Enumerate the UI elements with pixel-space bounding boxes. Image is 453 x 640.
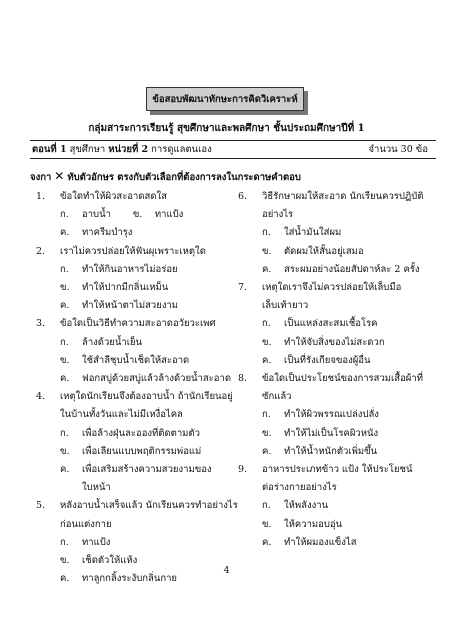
question-number: 1.: [36, 191, 46, 202]
option-key: ก.: [262, 500, 271, 512]
option-text: เป็นแหล่งสะสมเชื้อโรค: [284, 318, 378, 330]
option-text: ทำให้ปากมีกลิ่นเหม็น: [82, 282, 169, 294]
sub-unit-text: การดูแลตนเอง: [148, 144, 212, 155]
option-text: ใบหน้า: [82, 482, 111, 494]
question-number: 8.: [238, 373, 248, 385]
option-text: ใช้สำลีชุบน้ำเช็ดให้สะอาด: [82, 354, 190, 366]
option-key: ค.: [60, 573, 70, 585]
answer-option: [238, 315, 438, 333]
option-text: สระผมอย่างน้อยสัปดาห์ละ 2 ครั้ง: [284, 263, 420, 275]
question-text: ข้อใดทำให้ผิวสะอาดสดใส: [60, 191, 167, 202]
answer-option: [238, 224, 438, 242]
option-text: ทาครีมบำรุง: [82, 227, 133, 239]
option-text: เพื่อล้างฝุ่นละอองที่ติดตามตัว: [82, 427, 200, 439]
question-stem: [238, 279, 438, 297]
question-text: อาหารประเภทข้าว แป้ง ให้ประโยชน์: [262, 464, 413, 476]
question-item: [36, 315, 236, 388]
option-text: อาบน้ำ: [82, 209, 111, 221]
question-text: เหตุใดเราจึงไม่ควรปล่อยให้เล็บมือ: [262, 282, 402, 294]
option-key: ข.: [60, 282, 70, 294]
questions-right-column: [238, 188, 438, 552]
option-key: ค.: [60, 464, 70, 476]
question-item: [36, 388, 236, 497]
answer-option: [36, 297, 236, 315]
question-stem: [36, 243, 236, 261]
option-key: ข.: [262, 245, 272, 257]
answer-option: [36, 334, 236, 352]
option-text: ทาแป้ง: [154, 209, 184, 221]
question-text: ข้อใดเป็นวิธีทำความสะอาดอวัยวะเพศ: [60, 318, 216, 330]
instruction-text: ทับตัวอักษร ตรงกับตัวเลือกที่ต้องการลงในกระดาษคำตอบ: [67, 172, 301, 183]
option-key: ก.: [60, 427, 69, 439]
answer-option: [36, 352, 236, 370]
answer-option: [36, 224, 236, 242]
question-stem: [36, 188, 236, 206]
question-stem: [238, 188, 438, 206]
option-key: ข.: [60, 555, 70, 567]
instruction-prefix: จงกา: [30, 172, 52, 183]
sub-unit-label: หน่วยที่ 2: [108, 144, 149, 155]
question-text-continued: ต่อร่างกายอย่างไร: [262, 482, 337, 494]
option-key: ก.: [262, 318, 271, 330]
option-text: ให้พลังงาน: [284, 500, 329, 512]
subject-line: กลุ่มสาระการเรียนรู้ สุขศึกษาและพลศึกษา ชั้นประถมศึกษาปีที่ 1: [88, 123, 365, 134]
option-key: ค.: [262, 445, 272, 457]
option-text: ทำให้จับสิ่งของไม่สะดวก: [284, 336, 385, 348]
option-text: ทาแป้ง: [82, 536, 111, 548]
answer-option: [36, 534, 236, 552]
answer-option: [36, 279, 236, 297]
question-number: 7.: [238, 282, 248, 294]
question-stem: [36, 315, 236, 333]
answer-option: [36, 425, 236, 443]
option-text: ทำให้ไม่เป็นโรคผิวหนัง: [284, 427, 379, 439]
question-number: 4.: [36, 391, 46, 403]
question-stem: [36, 497, 236, 515]
option-key: ก.: [60, 209, 69, 221]
answer-option: [238, 261, 438, 279]
answer-option: [36, 443, 236, 461]
question-text-continued: เล็บเท้ายาว: [262, 300, 309, 312]
option-text: ทำให้น้ำหนักตัวเพิ่มขึ้น: [284, 445, 378, 457]
answer-option: [238, 243, 438, 261]
option-text: ฟอกสบู่ด้วยสบู่แล้วล้างด้วยน้ำสะอาด: [82, 373, 231, 385]
option-text: เพื่อเสริมสร้างความสวยงามของ: [82, 464, 212, 476]
answer-option: [238, 534, 438, 552]
question-text-continued: อย่างไร: [262, 209, 294, 221]
lesson-label: ตอนที่ 1: [32, 144, 67, 155]
question-stem: [36, 388, 236, 406]
answer-option: [36, 461, 236, 479]
question-number: 2.: [36, 245, 46, 257]
option-text: ทำให้กินอาหารไม่อร่อย: [82, 263, 178, 275]
question-text-continued: ก่อนแต่งกาย: [60, 518, 112, 530]
option-key: ก.: [262, 409, 271, 421]
option-key: ข.: [262, 336, 272, 348]
unit-info: [30, 142, 212, 157]
option-key: ค.: [60, 227, 70, 239]
question-item: [36, 188, 236, 243]
option-text: เช็ดตัวให้แห้ง: [82, 555, 138, 567]
question-text: เหตุใดนักเรียนจึงต้องอาบน้ำ ถ้านักเรียนอยู่: [60, 391, 233, 403]
answer-option: [238, 425, 438, 443]
question-item: [238, 279, 438, 370]
option-key: ข.: [132, 209, 143, 221]
instruction: [30, 169, 301, 185]
answer-option: [238, 497, 438, 515]
option-text: ทำให้หน้าตาไม่สวยงาม: [82, 300, 179, 312]
header-title: ข้อสอบพัฒนาทักษะการคิดวิเคราะห์: [146, 87, 304, 111]
questions-left-column: [36, 188, 236, 588]
question-number: 5.: [36, 500, 46, 512]
question-count: จำนวน 30 ข้อ: [368, 144, 428, 155]
answer-option: [36, 261, 236, 279]
question-number: 3.: [36, 318, 46, 330]
answer-option: [238, 334, 438, 352]
option-text: เพื่อเลียนแบบพฤติกรรมพ่อแม่: [82, 445, 202, 457]
answer-option: [238, 516, 438, 534]
lesson-text: สุขศึกษา: [66, 144, 109, 155]
question-text-continued: ในบ้านทั้งวันและไม่มีเหงื่อไคล: [60, 409, 183, 421]
question-text: ข้อใดเป็นประโยชน์ของการสวมเสื้อผ้าที่: [262, 373, 423, 385]
question-item: [238, 461, 438, 552]
option-text: ทาลูกกลิ้งระงับกลิ่นกาย: [82, 573, 177, 585]
option-key: ค.: [262, 536, 272, 548]
option-key: ก.: [60, 536, 69, 548]
option-key: ค.: [262, 263, 272, 275]
question-stem: [238, 461, 438, 479]
option-text: ให้ความอบอุ่น: [284, 518, 343, 530]
answer-option: [238, 443, 438, 461]
option-text: ทำให้ผิวพรรณเปล่งปลั่ง: [284, 409, 379, 421]
answer-option: [238, 352, 438, 370]
question-item: [36, 243, 236, 316]
question-stem: [238, 370, 438, 388]
page-number: 4: [223, 565, 230, 576]
question-number: 6.: [238, 191, 248, 202]
option-text: ล้างด้วยน้ำเย็น: [82, 336, 143, 348]
option-text: ทำให้ผมองแข็งไส: [284, 536, 357, 548]
unit-bar: [30, 140, 436, 159]
option-key: ข.: [60, 445, 70, 457]
question-text-continued: ซักแล้ว: [262, 391, 292, 403]
question-text: หลังอาบน้ำเสร็จแล้ว นักเรียนควรทำอย่างไร: [60, 500, 238, 512]
option-key: ก.: [60, 263, 69, 275]
answer-option: [238, 406, 438, 424]
option-key: ข.: [262, 427, 272, 439]
question-number: 9.: [238, 464, 248, 476]
question-item: [238, 370, 438, 461]
option-key: ค.: [60, 300, 70, 312]
option-text: ใส่น้ำมันใส่ผม: [284, 227, 342, 239]
cross-mark-icon: ✕: [54, 169, 65, 183]
question-text: เราไม่ควรปล่อยให้ฟันผุเพราะเหตุใด: [60, 245, 206, 257]
option-key: ก.: [60, 336, 69, 348]
question-text: วิธีรักษาผมให้สะอาด นักเรียนควรปฏิบัติ: [262, 191, 424, 202]
answer-option: [36, 206, 236, 224]
question-item: [238, 188, 438, 279]
option-key: ก.: [262, 227, 271, 239]
option-key: ข.: [262, 518, 272, 530]
option-text: เป็นที่รังเกียจของผู้อื่น: [284, 354, 371, 366]
option-text: ตัดผมให้สั้นอยู่เสมอ: [284, 245, 364, 257]
answer-option: [36, 370, 236, 388]
option-key: ข.: [60, 354, 70, 366]
option-key: [60, 479, 82, 497]
option-key: ค.: [262, 354, 272, 366]
option-key: ค.: [60, 373, 70, 385]
answer-option: [36, 479, 236, 497]
header-title-box: [146, 87, 304, 111]
